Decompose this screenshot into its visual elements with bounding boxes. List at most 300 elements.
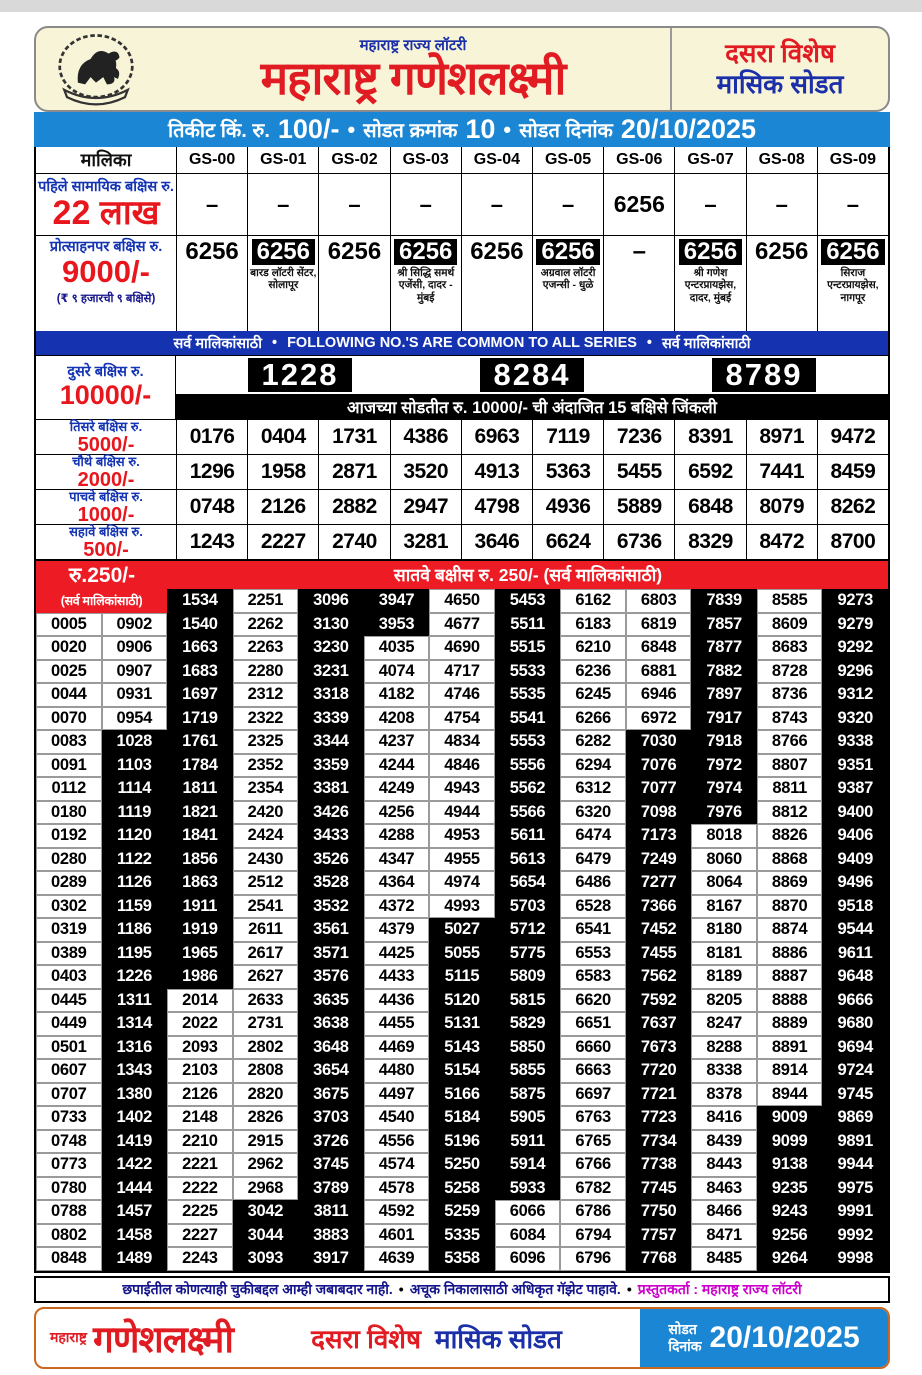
seventh-prize-number-cell: 2633 (233, 989, 299, 1013)
seventh-prize-number-cell: 4433 (364, 965, 430, 989)
seventh-prize-number-cell: 9992 (822, 1224, 888, 1248)
footer-special-name: दसरा विशेष (311, 1323, 422, 1354)
agent-name: सिराज एन्टरप्रायझेस, नागपूर (827, 267, 879, 304)
seventh-prize-number-cell: 8874 (757, 918, 823, 942)
seventh-prize-number-cell: 3883 (298, 1224, 364, 1248)
seventh-prize-number-cell: 0780 (36, 1177, 102, 1201)
seventh-prize-number-cell: 6819 (626, 613, 692, 637)
seventh-prize-number-cell: 3638 (298, 1012, 364, 1036)
seventh-prize-number-cell: 3703 (298, 1106, 364, 1130)
seventh-prize-number-cell: 3561 (298, 918, 364, 942)
seventh-prize-number-cell: 0733 (36, 1106, 102, 1130)
seventh-prize-number-cell: 4364 (364, 871, 430, 895)
seventh-prize-number-cell: 7918 (691, 730, 757, 754)
seventh-prize-number-cell: 7173 (626, 824, 692, 848)
footer-draw-type (233, 1320, 640, 1356)
seventh-prize-number-cell: 1103 (102, 754, 168, 778)
seventh-prize-number-cell: 1122 (102, 848, 168, 872)
seventh-prize-number-cell: 9409 (822, 848, 888, 872)
seventh-prize-number-cell: 7839 (691, 589, 757, 613)
seventh-prize-number-cell: 5535 (495, 683, 561, 707)
seventh-prize-number-cell: 3526 (298, 848, 364, 872)
seventh-prize-number-cell: 2210 (167, 1130, 233, 1154)
ticket-info-bar (34, 112, 890, 147)
agent-name: अग्रवाल लॉटरी एजन्सी - धुळे (540, 267, 596, 292)
seventh-prize-number-cell: 2103 (167, 1059, 233, 1083)
prize-value-cell: 6963 (461, 420, 532, 455)
disclaimer-bullet: • (398, 1281, 404, 1297)
seventh-prize-number-cell: 8181 (691, 942, 757, 966)
seventh-prize-number-cell: 2968 (233, 1177, 299, 1201)
seventh-prize-number-cell: 1186 (102, 918, 168, 942)
prize-value-cell: 2947 (390, 490, 461, 525)
seventh-prize-number-cell: 5335 (429, 1224, 495, 1248)
seventh-prize-number-cell: 4953 (429, 824, 495, 848)
seventh-prize-number-cell: 4256 (364, 801, 430, 825)
seventh-prize-number-cell: 6697 (560, 1083, 626, 1107)
page-title: महाराष्ट्र गणेशलक्ष्मी (260, 51, 566, 104)
first-prize-value-cell: – (461, 174, 532, 235)
seventh-prize-number-cell: 2322 (233, 707, 299, 731)
seventh-prize-number-cell: 2093 (167, 1036, 233, 1060)
seventh-prize-number-cell: 6312 (560, 777, 626, 801)
seventh-prize-number-cell: 4035 (364, 636, 430, 660)
seventh-prize-number-cell: 1028 (102, 730, 168, 754)
prize-value-cell: 4936 (532, 490, 603, 525)
seventh-prize-number-cell: 0180 (36, 801, 102, 825)
seventh-prize-number-cell: 5905 (495, 1106, 561, 1130)
seventh-prize-bar-text: सातवे बक्षीस रु. 250/- (सर्व मालिकांसाठी) (393, 565, 663, 585)
prize-row (36, 419, 888, 454)
seventh-prize-number-cell: 0931 (102, 683, 168, 707)
seventh-prize-number-cell: 0449 (36, 1012, 102, 1036)
seventh-prize-number-cell: 4592 (364, 1200, 430, 1224)
seventh-prize-number-cell: 8463 (691, 1177, 757, 1201)
strip-bullet: • (646, 335, 652, 351)
footer-date-box (640, 1309, 888, 1367)
prize-row (36, 524, 888, 559)
second-prize-label: दुसरे बक्षिस रु. (67, 363, 144, 380)
seventh-prize-number-cell: 1697 (167, 683, 233, 707)
seventh-prize-number-cell: 6066 (495, 1200, 561, 1224)
seventh-prize-number-cell: 3532 (298, 895, 364, 919)
seventh-prize-number-cell: 8288 (691, 1036, 757, 1060)
seventh-prize-number-cell: 0025 (36, 660, 102, 684)
seventh-prize-number-cell: 2022 (167, 1012, 233, 1036)
second-prize-amount: 10000/- (59, 380, 152, 411)
seventh-prize-number-cell: 7738 (626, 1153, 692, 1177)
prize-value-cell: 3281 (390, 525, 461, 560)
seventh-prize-number-cell: 0954 (102, 707, 168, 731)
seventh-prize-number-cell: 5914 (495, 1153, 561, 1177)
seventh-prize-number-cell: 9351 (822, 754, 888, 778)
footer-draw-kind: मासिक सोडत (435, 1323, 562, 1354)
seventh-prize-number-cell: 2962 (233, 1153, 299, 1177)
seventh-prize-number-cell: 0020 (36, 636, 102, 660)
lottery-result-sheet (34, 26, 890, 1369)
seventh-prize-number-cell: 8807 (757, 754, 823, 778)
prize-value-cell: 1296 (176, 455, 247, 490)
seventh-prize-number-cell: 3811 (298, 1200, 364, 1224)
seventh-prize-number-cell: 3339 (298, 707, 364, 731)
seventh-prize-number-cell: 5196 (429, 1130, 495, 1154)
seventh-prize-number-cell: 1540 (167, 613, 233, 637)
strip-left-text: सर्व मालिकांसाठी (173, 336, 262, 352)
seventh-prize-number-cell: 3230 (298, 636, 364, 660)
seventh-prize-number-cell: 5850 (495, 1036, 561, 1060)
seventh-prize-number-cell: 6486 (560, 871, 626, 895)
seventh-prize-number-cell: 4237 (364, 730, 430, 754)
seventh-prize-number-cell: 9273 (822, 589, 888, 613)
consolation-prize-row (36, 235, 888, 331)
seventh-prize-number-cell: 2354 (233, 777, 299, 801)
seventh-prize-number-cell: 1120 (102, 824, 168, 848)
seventh-prize-number-cell: 3654 (298, 1059, 364, 1083)
seventh-prize-number-cell: 8736 (757, 683, 823, 707)
series-code-cell: GS-09 (817, 147, 888, 173)
lottery-emblem-logo (36, 30, 156, 108)
consolation-number: – (632, 238, 646, 265)
seventh-prize-number-cell: 4943 (429, 777, 495, 801)
seventh-prize-number-cell: 9680 (822, 1012, 888, 1036)
seventh-prize-number-cell: 2541 (233, 895, 299, 919)
seventh-prize-number-cell: 3789 (298, 1177, 364, 1201)
seventh-prize-number-cell: 3953 (364, 613, 430, 637)
seventh-prize-number-cell: 5533 (495, 660, 561, 684)
seventh-prize-number-cell: 1226 (102, 965, 168, 989)
prize-label: चौथे बक्षिस रु. (72, 454, 140, 469)
seventh-prize-number-cell: 5875 (495, 1083, 561, 1107)
seventh-prize-number-cell: 1126 (102, 871, 168, 895)
seventh-prize-number-cell: 3359 (298, 754, 364, 778)
seventh-prize-number-cell: 5115 (429, 965, 495, 989)
seventh-prize-number-cell: 0289 (36, 871, 102, 895)
seventh-prize-number-cell: 5829 (495, 1012, 561, 1036)
seventh-prize-number-cell: 8205 (691, 989, 757, 1013)
second-prize-values (176, 356, 888, 419)
consolation-number: 6256 (394, 239, 457, 265)
seventh-prize-number-cell: 6651 (560, 1012, 626, 1036)
seventh-prize-number-cell: 6782 (560, 1177, 626, 1201)
consolation-number: 6256 (821, 239, 884, 265)
seventh-prize-number-cell: 4540 (364, 1106, 430, 1130)
prize-value-cell: 4386 (390, 420, 461, 455)
seventh-prize-number-cell: 7721 (626, 1083, 692, 1107)
seventh-prize-number-cell: 1965 (167, 942, 233, 966)
draw-number: 10 (465, 114, 496, 144)
seventh-prize-number-cell: 7562 (626, 965, 692, 989)
seventh-prize-number-cell: 9138 (757, 1153, 823, 1177)
seventh-prize-number-cell: 8609 (757, 613, 823, 637)
seventh-prize-number-cell: 0192 (36, 824, 102, 848)
seventh-prize-number-cell: 9406 (822, 824, 888, 848)
seventh-prize-number-cell: 6660 (560, 1036, 626, 1060)
seventh-prize-number-cell: 8018 (691, 824, 757, 848)
seventh-prize-number-cell: 7882 (691, 660, 757, 684)
seventh-prize-number-cell: 5933 (495, 1177, 561, 1201)
seventh-prize-number-cell: 7455 (626, 942, 692, 966)
seventh-prize-number-cell: 8060 (691, 848, 757, 872)
seventh-prize-number-cell: 9009 (757, 1106, 823, 1130)
prize-value-cell: 4798 (461, 490, 532, 525)
seventh-prize-number-cell: 6236 (560, 660, 626, 684)
first-prize-row (36, 173, 888, 235)
disclaimer-text-2: अचूक निकालासाठी अधिकृत गॅझेट पाहावे. (409, 1280, 621, 1297)
seventh-prize-number-cell: 1784 (167, 754, 233, 778)
seventh-prize-number-cell: 7976 (691, 801, 757, 825)
prize-value-cell: 3646 (461, 525, 532, 560)
seventh-prize-number-cell: 1856 (167, 848, 233, 872)
first-prize-value-cell: – (247, 174, 318, 235)
draw-type: मासिक सोडत (716, 69, 844, 99)
seventh-prize-number-cell: 4379 (364, 918, 430, 942)
seventh-prize-number-cell: 8812 (757, 801, 823, 825)
seventh-prize-number-cell: 3426 (298, 801, 364, 825)
seventh-prize-number-cell: 1489 (102, 1247, 168, 1271)
seventh-prize-number-cell: 1343 (102, 1059, 168, 1083)
prize-row (36, 489, 888, 524)
second-prize-winners (176, 356, 888, 394)
seventh-prize-number-cell: 4578 (364, 1177, 430, 1201)
seventh-prize-number-cell: 8914 (757, 1059, 823, 1083)
first-prize-label-cell (36, 174, 176, 235)
seventh-prize-number-cell: 7750 (626, 1200, 692, 1224)
seventh-prize-number-cell: 0044 (36, 683, 102, 707)
series-label: मालिका (80, 150, 132, 170)
seventh-prize-number-cell: 0501 (36, 1036, 102, 1060)
seventh-prize-number-cell: 2424 (233, 824, 299, 848)
seventh-prize-number-cell: 1444 (102, 1177, 168, 1201)
seventh-prize-number-cell: 1402 (102, 1106, 168, 1130)
seventh-prize-number-cell: 5809 (495, 965, 561, 989)
seventh-prize-number-cell: 3745 (298, 1153, 364, 1177)
series-header-row (36, 147, 888, 173)
prize-value-cell: 8391 (674, 420, 745, 455)
seventh-prize-number-cell: 2820 (233, 1083, 299, 1107)
seventh-prize-number-cell: 2243 (167, 1247, 233, 1271)
seventh-prize-number-cell: 9869 (822, 1106, 888, 1130)
seventh-prize-number-cell: 5511 (495, 613, 561, 637)
series-code-cell: GS-00 (176, 147, 247, 173)
seventh-prize-number-cell: 8443 (691, 1153, 757, 1177)
seventh-prize-number-cell: 0091 (36, 754, 102, 778)
seventh-prize-number-cell: 8167 (691, 895, 757, 919)
seventh-prize-number-cell: 4974 (429, 871, 495, 895)
prize-row (36, 454, 888, 489)
prize-table (34, 147, 890, 561)
series-code-cell: GS-06 (603, 147, 674, 173)
prize-amount: 5000/- (77, 433, 135, 456)
seventh-prize-number-cell: 0445 (36, 989, 102, 1013)
seventh-prize-number-cell: 0748 (36, 1130, 102, 1154)
prize-label-cell (36, 490, 176, 525)
seventh-prize-number-cell: 7723 (626, 1106, 692, 1130)
seventh-prize-number-cell: 6528 (560, 895, 626, 919)
series-code-cell: GS-05 (532, 147, 603, 173)
consolation-value-cell (746, 236, 817, 331)
seventh-prize-number-cell: 2148 (167, 1106, 233, 1130)
page-top-strip (0, 0, 922, 12)
seventh-prize-number-cell: 6084 (495, 1224, 561, 1248)
seventh-prize-number-cell: 3648 (298, 1036, 364, 1060)
draw-number-label: सोडत क्रमांक (363, 120, 458, 142)
consolation-number: 6256 (185, 238, 239, 265)
seventh-prize-number-cell: 0607 (36, 1059, 102, 1083)
seventh-prize-number-cell: 1422 (102, 1153, 168, 1177)
seventh-prize-number-cell: 1919 (167, 918, 233, 942)
seventh-prize-number-cell: 9338 (822, 730, 888, 754)
prize-value-cell: 0748 (176, 490, 247, 525)
seventh-prize-number-cell: 2222 (167, 1177, 233, 1201)
seventh-prize-number-cell: 3675 (298, 1083, 364, 1107)
prize-value-cell: 2882 (318, 490, 389, 525)
seventh-prize-number-cell: 4717 (429, 660, 495, 684)
seventh-prize-number-cell: 4944 (429, 801, 495, 825)
seventh-prize-number-cell: 8247 (691, 1012, 757, 1036)
seventh-prize-number-cell: 7768 (626, 1247, 692, 1271)
second-prize-row (36, 355, 888, 419)
seventh-prize-number-cell: 4469 (364, 1036, 430, 1060)
separator-dot: • (503, 116, 512, 142)
seventh-prize-number-cell: 7972 (691, 754, 757, 778)
seventh-prize-number-cell: 0319 (36, 918, 102, 942)
seventh-prize-number-cell: 7917 (691, 707, 757, 731)
second-prize-note: आजच्या सोडतीत रु. 10000/- ची अंदाजित 15 बक्षिसे जिंकली (176, 394, 888, 419)
seventh-prize-number-cell: 2225 (167, 1200, 233, 1224)
strip-center-text: FOLLOWING NO.'S ARE COMMON TO ALL SERIES (287, 335, 637, 351)
seventh-prize-number-cell: 5027 (429, 918, 495, 942)
seventh-prize-number-cell: 5259 (429, 1200, 495, 1224)
seventh-prize-number-cell: 8683 (757, 636, 823, 660)
seventh-prize-number-cell: 4846 (429, 754, 495, 778)
seventh-prize-number-cell: 1863 (167, 871, 233, 895)
seventh-prize-number-cell: 2731 (233, 1012, 299, 1036)
seventh-prize-number-cell: 4746 (429, 683, 495, 707)
seventh-prize-number-cell: 5712 (495, 918, 561, 942)
seventh-prize-number-cell: 1380 (102, 1083, 168, 1107)
seventh-prize-number-cell: 9745 (822, 1083, 888, 1107)
seventh-prize-number-cell: 5358 (429, 1247, 495, 1271)
seventh-prize-number-cell: 1911 (167, 895, 233, 919)
seventh-prize-number-cell: 8466 (691, 1200, 757, 1224)
seventh-prize-number-cell: 8869 (757, 871, 823, 895)
consolation-label: प्रोत्साहनपर बक्षिस रु. (49, 239, 163, 255)
seventh-prize-number-cell: 3042 (233, 1200, 299, 1224)
ticket-price: 100/- (277, 114, 340, 144)
seventh-prize-number-cell: 1457 (102, 1200, 168, 1224)
seventh-prize-number-cell: 8811 (757, 777, 823, 801)
prize-amount: 500/- (83, 538, 129, 561)
prize-value-cell: 0404 (247, 420, 318, 455)
seventh-prize-number-cell: 4208 (364, 707, 430, 731)
consolation-value-cell (674, 236, 745, 331)
seventh-prize-number-cell: 2915 (233, 1130, 299, 1154)
seventh-prize-number-cell: 6541 (560, 918, 626, 942)
header (34, 26, 890, 112)
seventh-prize-number-cell: 6796 (560, 1247, 626, 1271)
seventh-prize-number-cell: 2352 (233, 754, 299, 778)
seventh-prize-number-cell: 4834 (429, 730, 495, 754)
seventh-prize-number-cell: 6848 (626, 636, 692, 660)
seventh-prize-number-cell: 6620 (560, 989, 626, 1013)
seventh-prize-number-cell: 3947 (364, 589, 430, 613)
seventh-prize-number-cell: 0403 (36, 965, 102, 989)
seventh-prize-number-cell: 5566 (495, 801, 561, 825)
prize-value-cell: 5889 (603, 490, 674, 525)
agent-name: श्री सिद्धि समर्थ एजेंसी, दादर - मुंबई (397, 267, 455, 304)
prize-label: पाचवे बक्षिस रु. (69, 489, 143, 504)
seventh-prize-number-cell: 8180 (691, 918, 757, 942)
series-code-cell: GS-01 (247, 147, 318, 173)
seventh-prize-number-cell: 2263 (233, 636, 299, 660)
seventh-prize-number-cell: 4574 (364, 1153, 430, 1177)
seventh-prize-number-cell: 2251 (233, 589, 299, 613)
prize-label: सहावे बक्षिस रु. (69, 524, 143, 539)
seventh-prize-number-cell: 5166 (429, 1083, 495, 1107)
seventh-prize-number-cell: 2312 (233, 683, 299, 707)
seventh-prize-number-cell: 0389 (36, 942, 102, 966)
presenter-text: प्रस्तुतकर्ता : महाराष्ट्र राज्य लॉटरी (637, 1280, 802, 1297)
seventh-prize-number-cell: 7897 (691, 683, 757, 707)
seventh-prize-number-cell: 6266 (560, 707, 626, 731)
seventh-prize-number-cell: 1458 (102, 1224, 168, 1248)
consolation-value-cell (532, 236, 603, 331)
seventh-prize-number-cell: 6474 (560, 824, 626, 848)
seventh-prize-number-cell: 4677 (429, 613, 495, 637)
seventh-prize-number-cell: 2627 (233, 965, 299, 989)
seventh-prize-number-cell: 2325 (233, 730, 299, 754)
seventh-prize-number-cell: 5611 (495, 824, 561, 848)
seventh-prize-number-cell: 1761 (167, 730, 233, 754)
seventh-prize-number-cell: 3344 (298, 730, 364, 754)
seventh-prize-number-cell: 0112 (36, 777, 102, 801)
footer-brand-prefix: महाराष्ट्र (50, 1329, 87, 1345)
prize-value-cell: 7441 (746, 455, 817, 490)
seventh-prize-number-cell: 8766 (757, 730, 823, 754)
seventh-prize-number-cell: 5553 (495, 730, 561, 754)
seventh-prize-number-cell: 7734 (626, 1130, 692, 1154)
special-draw-box (670, 28, 888, 110)
seventh-prize-number-cell: 3096 (298, 589, 364, 613)
seventh-prize-number-cell: 4993 (429, 895, 495, 919)
consolation-number: 6256 (755, 238, 809, 265)
seventh-prize-number-cell: 0906 (102, 636, 168, 660)
seventh-prize-number-cell: 3093 (233, 1247, 299, 1271)
seventh-prize-number-cell: 1419 (102, 1130, 168, 1154)
footer-date-label: सोडत दिनांक (668, 1321, 702, 1354)
special-name: दसरा विशेष (725, 37, 835, 68)
prize-value-cell: 8971 (746, 420, 817, 455)
seventh-prize-number-cell: 3571 (298, 942, 364, 966)
seventh-prize-number-cell: 3635 (298, 989, 364, 1013)
seventh-prize-number-cell: 2611 (233, 918, 299, 942)
seventh-prize-number-cell: 8471 (691, 1224, 757, 1248)
draw-date-label: सोडत दिनांक (519, 120, 613, 142)
seventh-prize-number-cell: 4497 (364, 1083, 430, 1107)
seventh-prize-number-cell: 8887 (757, 965, 823, 989)
first-prize-value-cell: – (176, 174, 247, 235)
prize-value-cell: 8079 (746, 490, 817, 525)
seventh-prize-number-cell: 6320 (560, 801, 626, 825)
prize-value-cell: 0176 (176, 420, 247, 455)
consolation-note: (₹ ९ हजारची ९ बक्षिसे) (56, 293, 156, 306)
footer-date-value: 20/10/2025 (709, 1320, 860, 1354)
disclaimer-text-1: छपाईतील कोणत्याही चुकीबद्दल आम्ही जबाबदार नाही. (122, 1280, 393, 1297)
seventh-prize-number-cell: 4244 (364, 754, 430, 778)
prize-value-cell: 8472 (746, 525, 817, 560)
prize-label-cell (36, 525, 176, 560)
separator-dot: • (347, 116, 356, 142)
